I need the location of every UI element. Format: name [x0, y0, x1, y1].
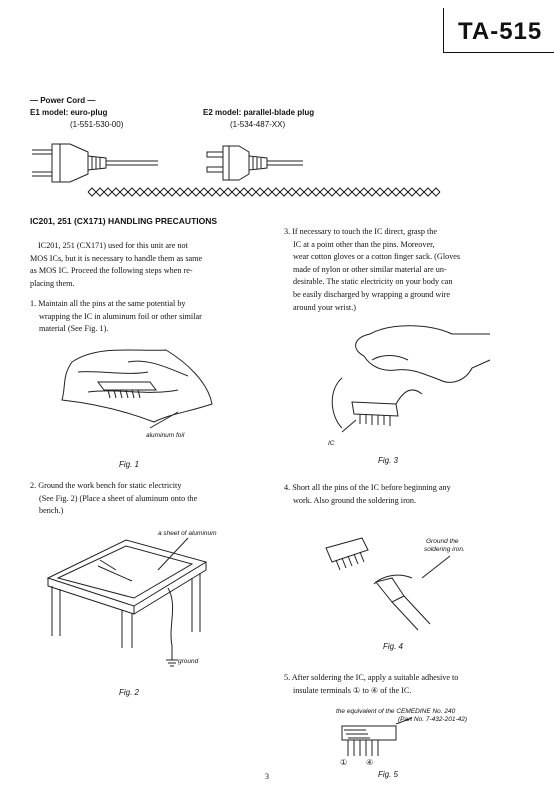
- intro-line: placing them.: [30, 278, 75, 288]
- step-4-line: 4. Short all the pins of the IC before beginning any: [284, 483, 451, 492]
- fig5-label-line2: (Part No. 7-432-201-42): [398, 716, 468, 723]
- header-rule-vertical: [443, 8, 444, 52]
- header-rule-horizontal: [443, 52, 554, 53]
- e1-model-label: E1 model: euro-plug: [30, 108, 108, 117]
- fig5-label-line1: the equivalent of the CEMEDINE No. 240: [336, 708, 456, 715]
- fig5-ic-terminals-drawing: [336, 722, 436, 762]
- fig5-terminal-1: ①: [340, 758, 348, 767]
- step-5-text: [284, 672, 510, 697]
- parallel-blade-plug-drawing: [205, 140, 305, 186]
- fig3-label-ic: IC: [328, 440, 335, 447]
- step-5-line: 5. After soldering the IC, apply a suitable adhesive to: [284, 673, 459, 682]
- fig1-ic-in-foil-drawing: [58, 342, 218, 452]
- intro-line: MOS ICs, but it is necessary to handle them as same: [30, 253, 203, 263]
- step-3-line: IC at a point other than the pins. Moreover,: [293, 239, 435, 249]
- step-1-line: 1. Maintain all the pins at the same potential by: [30, 299, 186, 308]
- e1-part-number: (1-551-530-00): [70, 120, 124, 129]
- intro-paragraph: [30, 240, 248, 290]
- fig2-label-ground: ground: [178, 658, 199, 665]
- fig3-hand-grasping-ic-drawing: [312, 320, 492, 446]
- intro-line: IC201, 251 (CX171) used for this unit are not: [38, 241, 188, 250]
- fig3-caption: Fig. 3: [378, 456, 399, 465]
- fig4-label-line2: soldering iron.: [424, 546, 465, 553]
- step-3-line: around your wrist.): [293, 302, 356, 312]
- fig5-terminal-4: ④: [366, 758, 374, 767]
- intro-line: as MOS IC. Proceed the following steps when re-: [30, 266, 193, 276]
- step-3-line: be easily discharged by wrapping a ground wire: [293, 289, 450, 299]
- step-3-line: wear cotton gloves or a cotton finger sack. (Gloves: [293, 252, 461, 262]
- power-cord-title: — Power Cord —: [30, 96, 96, 105]
- page-number: 3: [265, 772, 269, 781]
- step-2-line: bench.): [39, 506, 64, 516]
- e2-model-label: E2 model: parallel-blade plug: [203, 108, 315, 117]
- section-heading: IC201, 251 (CX171) HANDLING PRECAUTIONS: [30, 216, 218, 226]
- euro-plug-drawing: [30, 138, 160, 188]
- fig5-caption: Fig. 5: [378, 770, 399, 779]
- model-number: TA-515: [458, 18, 543, 45]
- step-1-line: material (See Fig. 1).: [39, 324, 109, 334]
- e2-part-number: (1-534-487-XX): [230, 120, 286, 129]
- fig2-caption: Fig. 2: [119, 688, 140, 697]
- step-3-text: [284, 226, 506, 314]
- step-2-line: (See Fig. 2) (Place a sheet of aluminum onto the: [39, 493, 198, 503]
- step-3-line: made of nylon or other similar material are un-: [293, 264, 447, 274]
- step-3-line: 3. If necessary to touch the IC direct, grasp the: [284, 227, 438, 236]
- step-5-line: insulate terminals ① to ④ of the IC.: [293, 685, 412, 695]
- step-2-line: 2. Ground the work bench for static electricity: [30, 481, 182, 490]
- step-4-line: work. Also ground the soldering iron.: [293, 495, 417, 505]
- fig1-label: aluminum foil: [146, 432, 185, 439]
- fig2-label-aluminum-sheet: a sheet of aluminum: [158, 530, 217, 537]
- fig4-label-line1: Ground the: [426, 538, 459, 545]
- step-1-text: [30, 298, 252, 336]
- decorative-divider: [88, 188, 440, 196]
- fig1-caption: Fig. 1: [119, 460, 140, 469]
- step-3-line: desirable. The static electricity on your body can: [293, 277, 453, 287]
- fig4-shorted-ic-soldering-iron-drawing: [322, 520, 502, 630]
- fig4-caption: Fig. 4: [383, 642, 404, 651]
- step-2-text: [30, 480, 252, 518]
- step-4-text: [284, 482, 506, 507]
- step-1-line: wrapping the IC in aluminum foil or other similar: [39, 311, 202, 321]
